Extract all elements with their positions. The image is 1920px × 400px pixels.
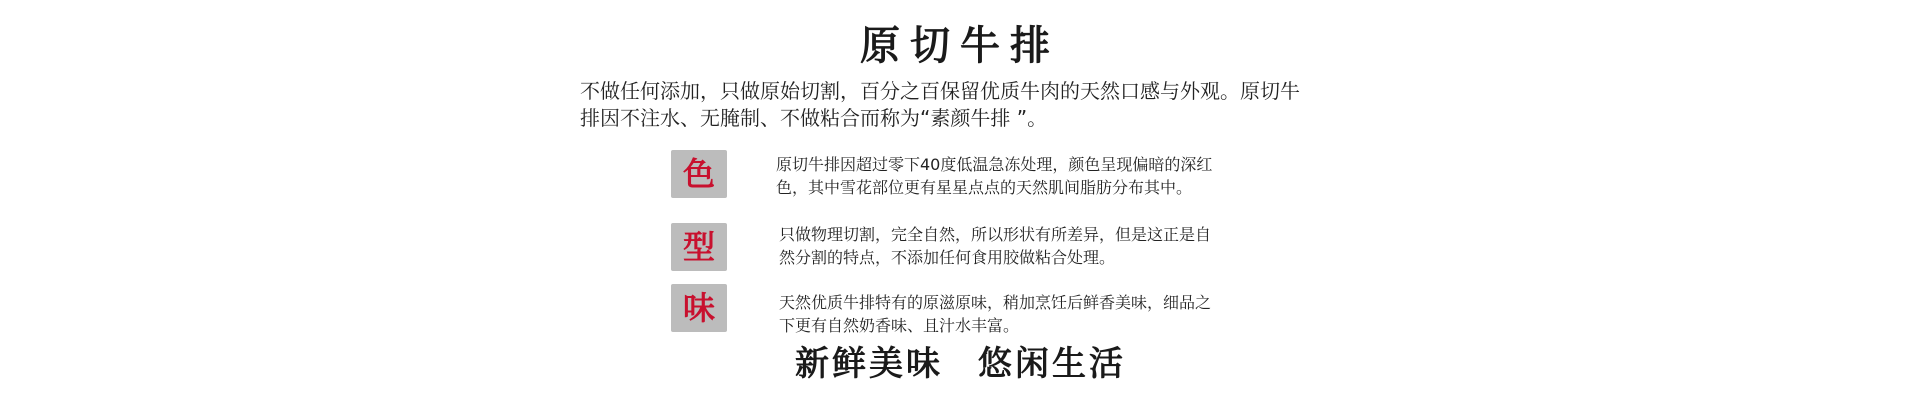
color-description-line-2: 色，其中雪花部位更有星星点点的天然肌间脂肪分布其中。 [776, 178, 1193, 197]
taste-description [779, 291, 1299, 337]
page-title: 原切牛排 [860, 22, 1060, 69]
color-description [776, 153, 1296, 199]
slogan-right: 悠闲生活 [978, 344, 1126, 384]
color-badge: 色 [671, 150, 727, 198]
color-description-line-1: 原切牛排因超过零下40度低温急冻处理，颜色呈现偏暗的深红 [776, 155, 1213, 174]
taste-badge: 味 [671, 284, 727, 332]
shape-description-line-1: 只做物理切割，完全自然，所以形状有所差异，但是这正是自 [779, 225, 1212, 244]
intro-paragraph [580, 78, 1340, 132]
intro-line-1: 不做任何添加，只做原始切割，百分之百保留优质牛肉的天然口感与外观。原切牛 [580, 79, 1300, 103]
shape-badge: 型 [671, 223, 727, 271]
shape-description-line-2: 然分割的特点，不添加任何食用胶做粘合处理。 [779, 248, 1116, 267]
taste-description-line-2: 下更有自然奶香味、且汁水丰富。 [779, 316, 1020, 335]
intro-line-2: 排因不注水、无腌制、不做粘合而称为“素颜牛排 ”。 [580, 106, 1048, 130]
taste-description-line-1: 天然优质牛排特有的原滋原味，稍加烹饪后鲜香美味，细品之 [779, 293, 1212, 312]
slogan-left: 新鲜美味 [795, 344, 943, 384]
shape-description [779, 223, 1299, 269]
